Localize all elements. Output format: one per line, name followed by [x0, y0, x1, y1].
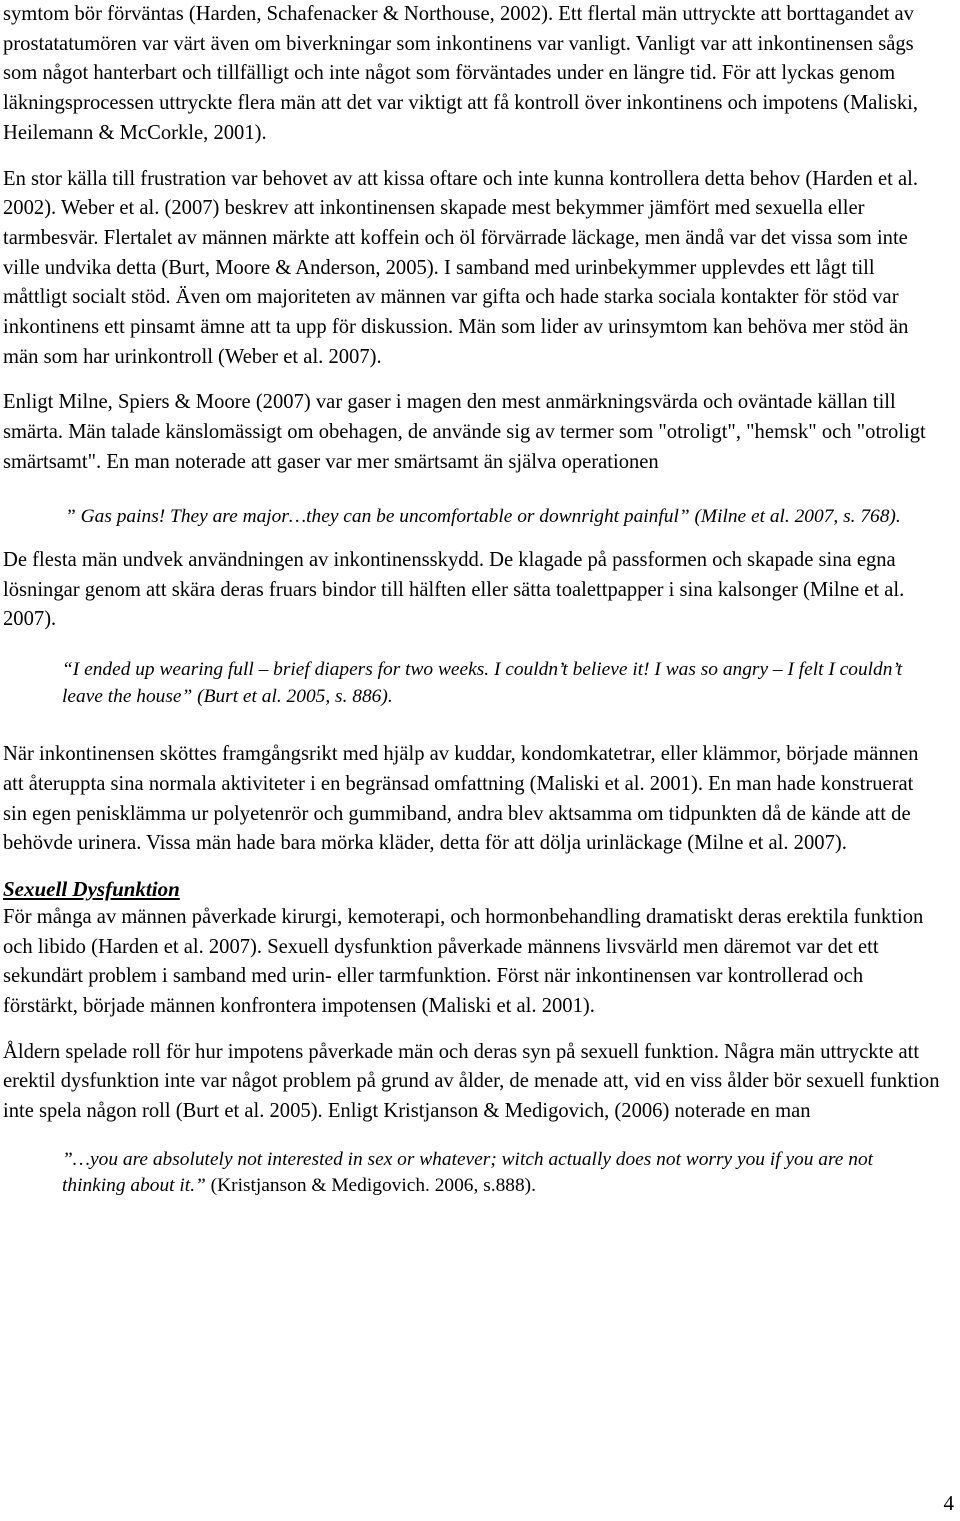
- paragraph-gas-pain: Enligt Milne, Spiers & Moore (2007) var gaser i magen den mest anmärkningsvärda och oväntade källan till smärta. Män talade känslomässigt om obehagen, de använde sig av termer som "otroligt", "hemsk" och "otroligt smärtsamt". En man noterade att gaser var mer smärtsamt än själva operationen: [3, 391, 926, 473]
- quote-gas-pains: ” Gas pains! They are major…they can be uncomfortable or downright painful” (Milne et al. 2007, s. 768).: [65, 505, 901, 527]
- paragraph-incontinence-protection: De flesta män undvek användningen av inkontinensskydd. De klagade på passformen och skapade sina egna lösningar genom att skära deras fruars bindor till hälften eller sätta toalettpapper i sina kalsonger (Milne et al. 2007).: [3, 549, 905, 631]
- quote-not-interested: [3, 1147, 942, 1200]
- quote-diapers: “I ended up wearing full – brief diapers for two weeks. I couldn’t believe it! I was so angry – I felt I couldn’t leave the house” (Burt et al. 2005, s. 886).: [62, 659, 903, 707]
- paragraph-frustration: En stor källa till frustration var behovet av att kissa oftare och inte kunna kontrollera detta behov (Harden et al. 2002). Weber et al. (2007) beskrev att inkontinensen skapade mest bekymmer jämfört med sexuella eller tarmbesvär. Flertalet av männen märkte att koffein och öl förvärrade läckage, men ändå var det vissa som inte ville undvika detta (Burt, Moore & Anderson, 2005). I samband med urinbekymmer upplevdes ett lågt till måttligt socialt stöd. Även om majoriteten av männen var gifta och hade starka sociala kontakter för stöd var inkontinens ett pinsamt ämne att ta upp för diskussion. Män som lider av urinsymtom kan behöva mer stöd än män som har urinkontroll (Weber et al. 2007).: [3, 167, 918, 368]
- paragraph-management: När inkontinensen sköttes framgångsrikt med hjälp av kuddar, kondomkatetrar, eller klämmor, började männen att återuppta sina normala aktiviteter i en begränsad omfattning (Maliski et al. 2001). En man hade konstruerat sin egen penisklämma ur polyetenrör och gummiband, andra blev aktsamma om tidpunkten då de kände att de behövde urinera. Vissa män hade bara mörka kläder, detta för att dölja urinläckage (Milne et al. 2007).: [3, 743, 919, 855]
- section-heading-sexual-dysfunction: Sexuell Dysfunktion: [3, 876, 180, 901]
- paragraph-sexual-dysfunction: För många av männen påverkade kirurgi, kemoterapi, och hormonbehandling dramatiskt deras erektila funktion och libido (Harden et al. 2007). Sexuell dysfunktion påverkade männens livsvärld men däremot var det ett sekundärt problem i samband med urin- eller tarmfunktion. Först när inkontinensen var kontrollerad och förstärkt, började männen konfrontera impotensen (Maliski et al. 2001).: [3, 905, 924, 1018]
- quote-not-interested-text: ”…you are absolutely not interested in sex or whatever; witch actually does not worry you if you are not thinking about it.”: [62, 1148, 874, 1197]
- quote-not-interested-citation: (Kristjanson & Medigovich. 2006, s.888).: [205, 1175, 536, 1197]
- paragraph-incontinence-control: symtom bör förväntas (Harden, Schafenacker & Northouse, 2002). Ett flertal män uttryckte att borttagandet av prostatatumören var värt även om biverkningar som inkontinens var vanligt. Vanligt var att inkontinensen sågs som något hanterbart och tillfälligt och inte något som förväntades under en längre tid. För att lyckas genom läkningsprocessen uttryckte flera män att det var viktigt att få kontroll över inkontinens och impotens (Maliski, Heilemann & McCorkle, 2001).: [3, 3, 919, 144]
- paragraph-age: Åldern spelade roll för hur impotens påverkade män och deras syn på sexuell funktion. Några män uttryckte att erektil dysfunktion inte var något problem på grund av ålder, de menade att, vid en viss ålder bör sexuell funktion inte spela någon roll (Burt et al. 2005). Enligt Kristjanson & Medigovich, (2006) noterade en man: [3, 1040, 940, 1123]
- page-number: 4: [943, 1491, 954, 1515]
